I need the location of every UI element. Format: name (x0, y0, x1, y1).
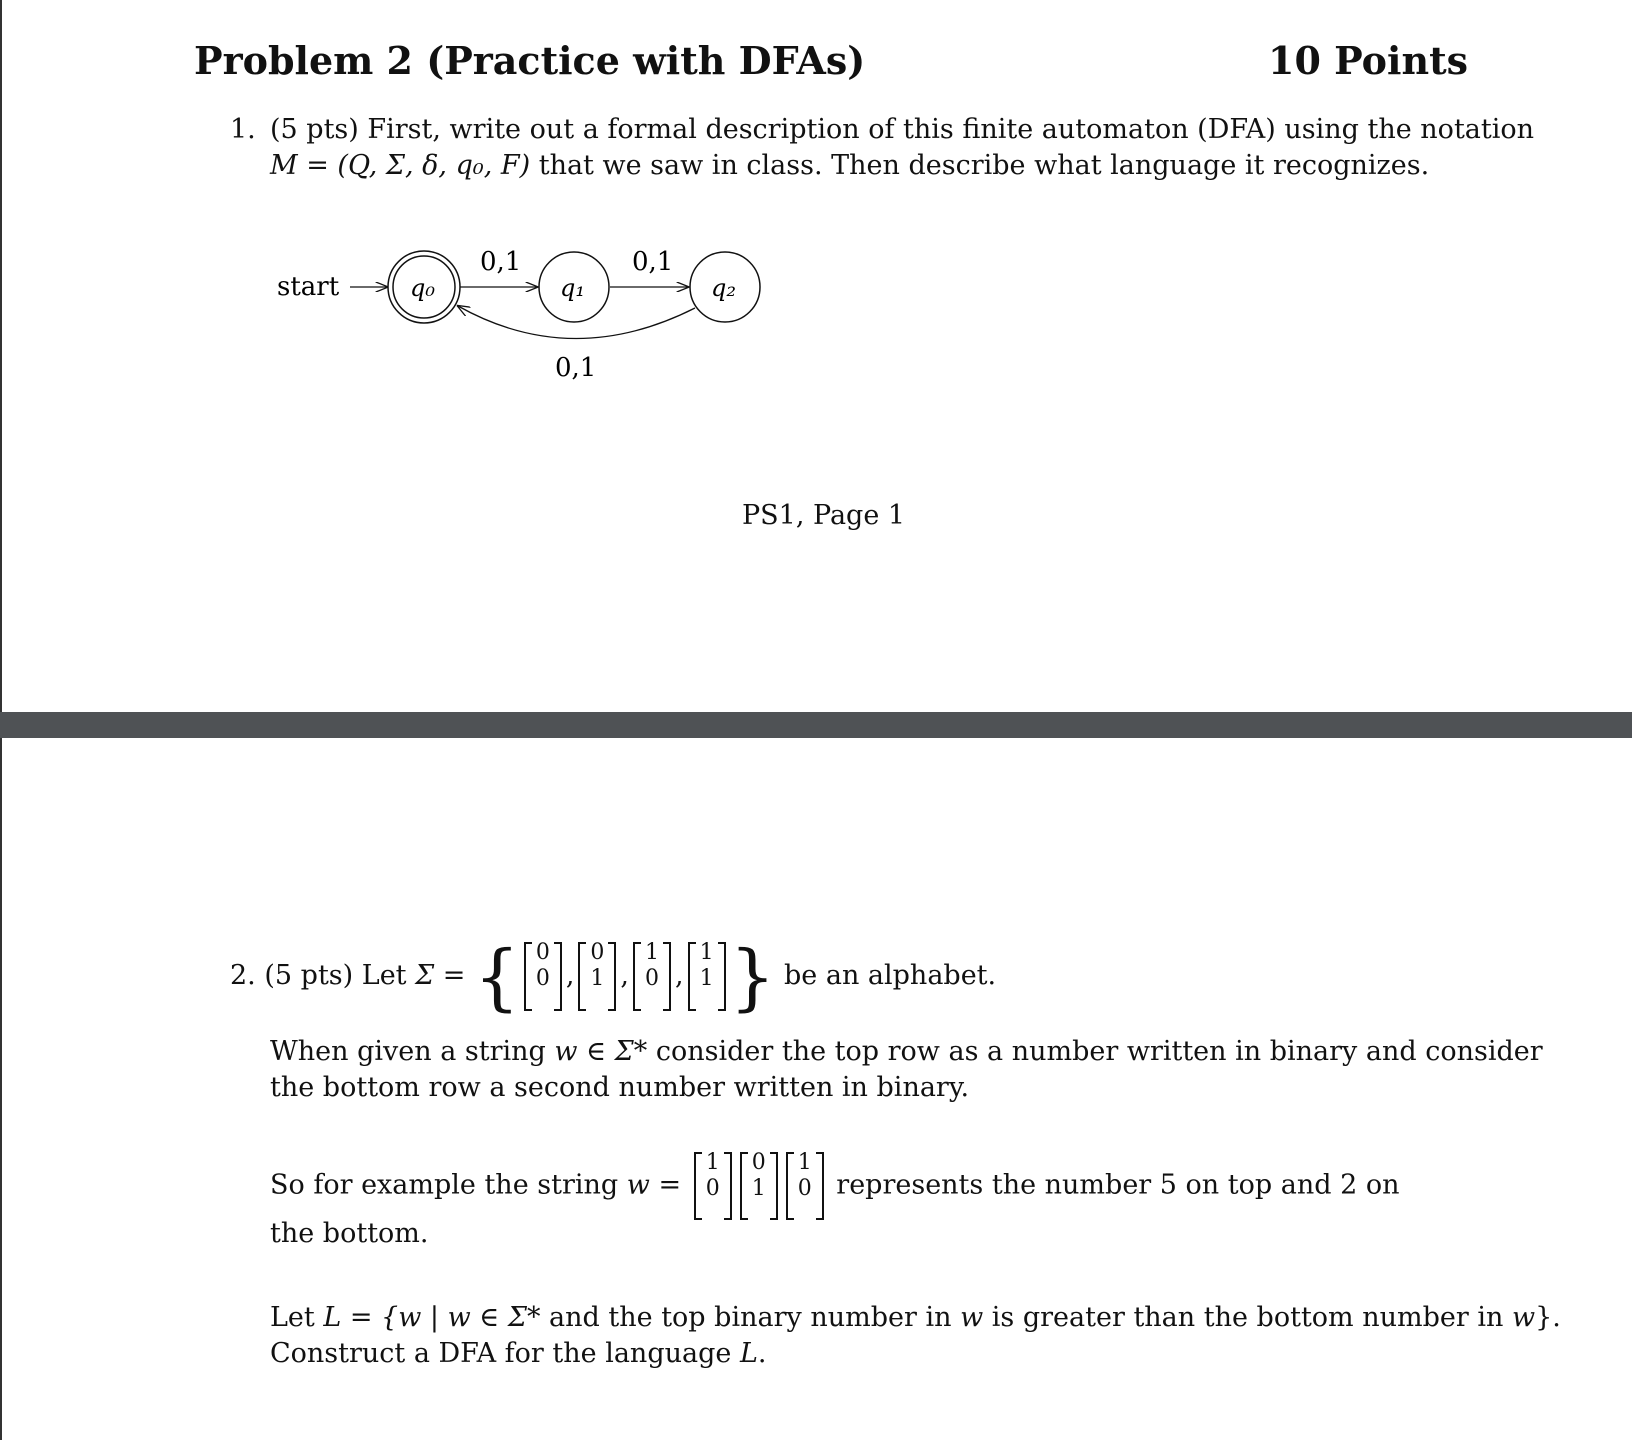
q1-line-2 (270, 148, 1429, 184)
alphabet-symbol: 0 1 (578, 940, 616, 1013)
language-def: L = {w | w ∈ Σ* (323, 1302, 541, 1333)
example-symbol: 0 1 (740, 1150, 778, 1222)
alphabet-symbol: 1 1 (688, 940, 726, 1013)
example-symbol: 1 0 (694, 1150, 732, 1222)
page-2 (0, 738, 1632, 1440)
q2-number: 2. (230, 960, 256, 991)
q1-number: 1. (230, 114, 256, 145)
sigma-def: Σ = (415, 960, 466, 991)
page-footer: PS1, Page 1 (742, 500, 906, 531)
q1-line-2-text: that we saw in class. Then describe what language it recognizes. (530, 150, 1430, 181)
example-line: So for example the string w = 1 00 11 0 represents the number 5 on top and 2 on (270, 1150, 1400, 1222)
para1-line-1: When given a string w ∈ Σ* consider the top row as a number written in binary and consider (270, 1036, 1543, 1067)
w-in-sigma: w ∈ Σ* (554, 1036, 648, 1067)
example-w: w = (626, 1169, 682, 1201)
q2-line: 2. (5 pts) Let Σ = { 0 0 ,0 1 ,1 0 ,1 1 } be an alphabet. (230, 934, 997, 1019)
machine-tuple: M = (Q, Σ, δ, q₀, F) (270, 150, 531, 181)
example-line-2: the bottom. (270, 1218, 429, 1249)
language-line-1: Let L = {w | w ∈ Σ* and the top binary number in w is greater than the bottom number in w}. (270, 1302, 1561, 1333)
close-brace: } (729, 934, 776, 1019)
open-brace: { (474, 934, 520, 1019)
example-suffix: represents the number 5 on top and 2 on (836, 1169, 1400, 1201)
alphabet-symbol: 0 0 (524, 940, 562, 1013)
alphabet-symbol: 1 0 (633, 940, 671, 1013)
edge-q2-q0-label: 0,1 (555, 353, 597, 383)
state-q1-label: q₁ (560, 274, 585, 302)
points-label: 10 Points (1268, 38, 1469, 83)
q1-line-1: (5 pts) First, write out a formal description of this finite automaton (DFA) using the notation (270, 114, 1535, 145)
state-q0-label: q₀ (410, 274, 435, 302)
q2-prefix: (5 pts) Let (264, 960, 416, 991)
edge-q0-q1-label: 0,1 (480, 247, 522, 277)
state-q2-label: q₂ (711, 274, 736, 302)
page-separator (0, 712, 1632, 738)
q2-suffix: be an alphabet. (784, 960, 997, 991)
language-line-2: Construct a DFA for the language L. (270, 1338, 767, 1369)
dfa-diagram (262, 240, 802, 400)
example-symbol: 1 0 (786, 1150, 824, 1222)
edge-q1-q2-label: 0,1 (632, 247, 674, 277)
start-label: start (277, 272, 340, 302)
problem-title: Problem 2 (Practice with DFAs) (194, 38, 866, 83)
para1-line-2: the bottom row a second number written in binary. (270, 1072, 970, 1103)
page-1 (0, 0, 1632, 712)
